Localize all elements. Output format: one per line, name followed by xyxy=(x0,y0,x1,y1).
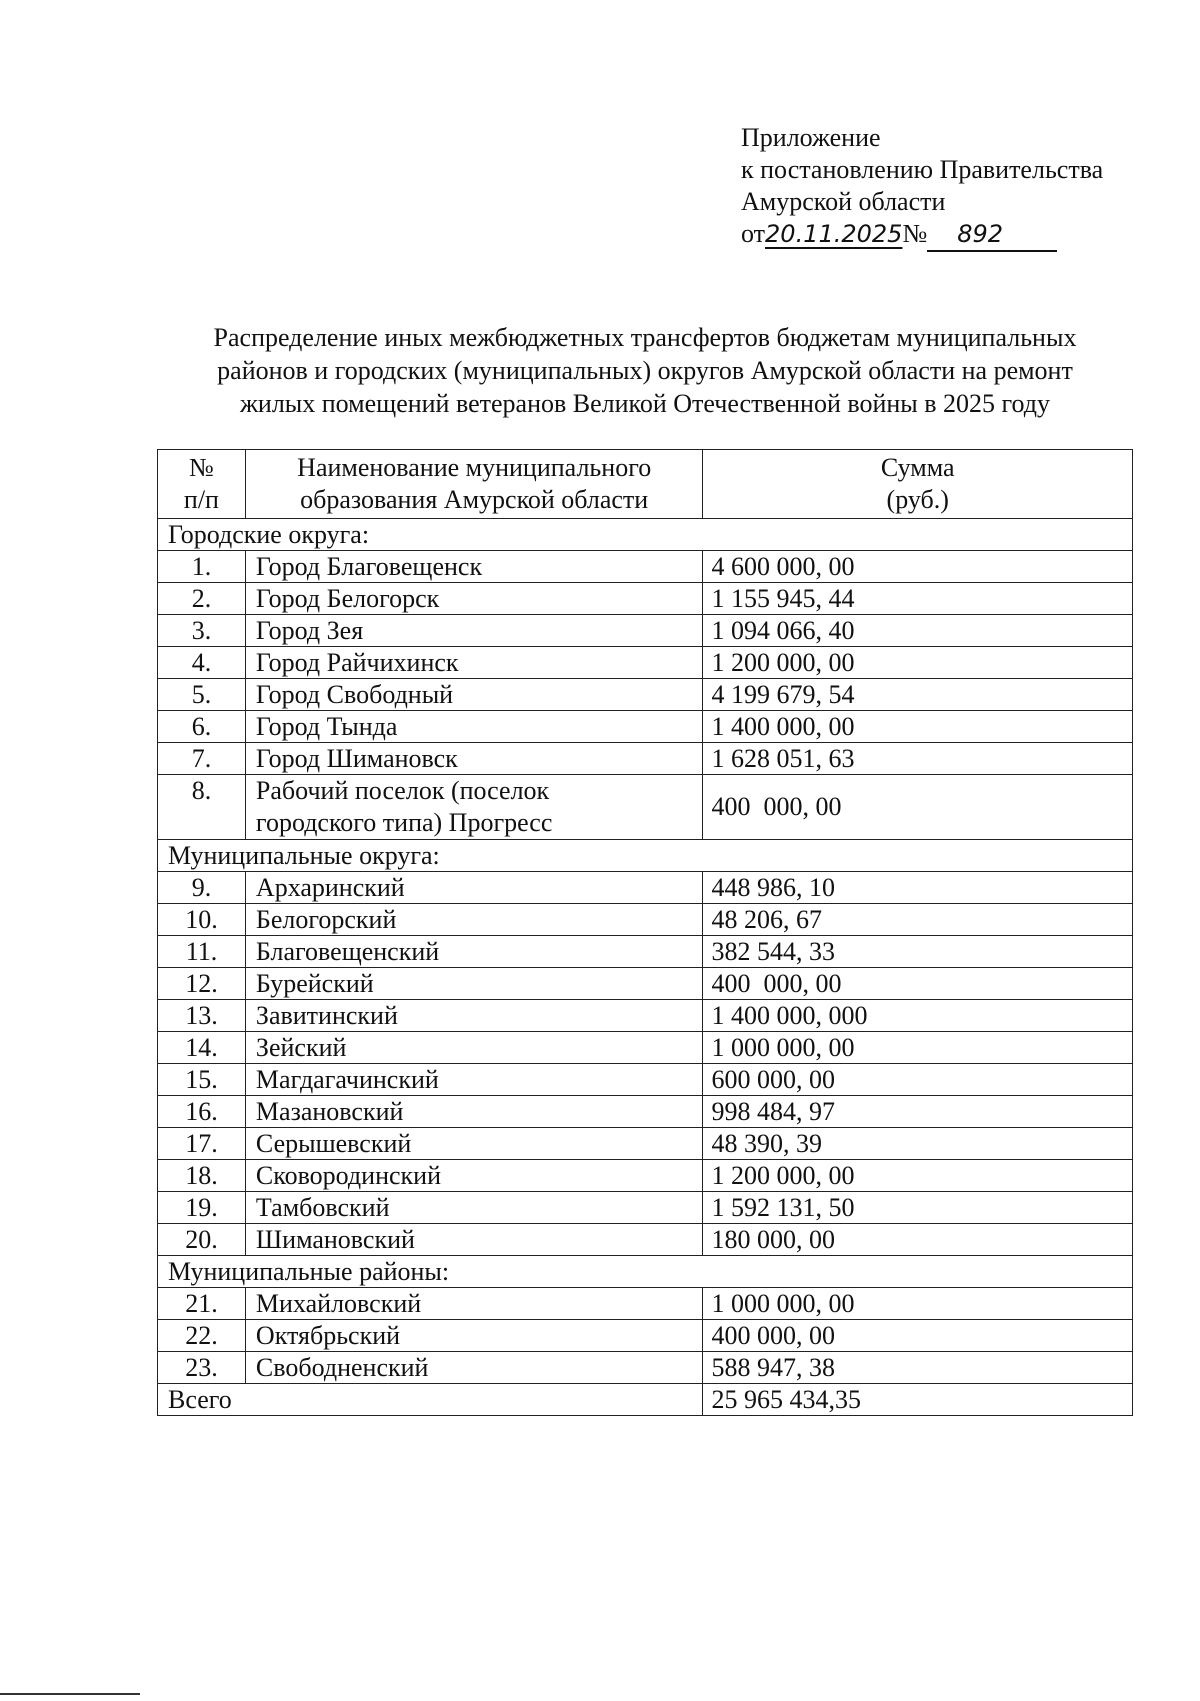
row-name: Тамбовский xyxy=(245,1192,703,1224)
table-row xyxy=(158,968,1133,1000)
row-sum: 1 094 066, 40 xyxy=(703,615,1133,647)
row-number: 21. xyxy=(158,1288,246,1320)
row-number: 12. xyxy=(158,968,246,1000)
table-row xyxy=(158,583,1133,615)
table-row xyxy=(158,1032,1133,1064)
row-number: 7. xyxy=(158,743,246,775)
table-row xyxy=(158,743,1133,775)
row-sum: 1 200 000, 00 xyxy=(703,647,1133,679)
section-row xyxy=(158,519,1133,551)
row-number: 13. xyxy=(158,1000,246,1032)
distribution-table xyxy=(157,449,1133,1416)
row-number: 8. xyxy=(158,775,246,840)
appendix-line-2: к постановлению Правительства xyxy=(741,155,1104,184)
table-row xyxy=(158,615,1133,647)
section-title: Городские округа: xyxy=(158,519,1133,551)
row-sum: 1 200 000, 00 xyxy=(703,1160,1133,1192)
row-name: Благовещенский xyxy=(245,936,703,968)
row-number: 1. xyxy=(158,551,246,583)
row-sum: 1 400 000, 000 xyxy=(703,1000,1133,1032)
row-name: Михайловский xyxy=(245,1288,703,1320)
row-name: Город Райчихинск xyxy=(245,647,703,679)
table-row xyxy=(158,1224,1133,1256)
row-name-line-2: городского типа) Прогресс xyxy=(255,808,553,837)
row-number: 22. xyxy=(158,1320,246,1352)
row-number: 20. xyxy=(158,1224,246,1256)
table-row xyxy=(158,551,1133,583)
row-name xyxy=(245,775,703,840)
document-title xyxy=(150,321,1140,420)
row-sum: 600 000, 00 xyxy=(703,1064,1133,1096)
table-row xyxy=(158,1352,1133,1384)
row-name: Октябрьский xyxy=(245,1320,703,1352)
handwritten-date: 20.11.2025 xyxy=(765,220,903,248)
row-number: 11. xyxy=(158,936,246,968)
row-number: 2. xyxy=(158,583,246,615)
row-sum: 180 000, 00 xyxy=(703,1224,1133,1256)
table-row xyxy=(158,1288,1133,1320)
table-row xyxy=(158,1160,1133,1192)
row-number: 6. xyxy=(158,711,246,743)
appendix-line-3: Амурской области xyxy=(741,187,946,216)
table-row xyxy=(158,711,1133,743)
row-name: Белогорский xyxy=(245,904,703,936)
section-title: Муниципальные районы: xyxy=(158,1256,1133,1288)
row-name-line-1: Рабочий поселок (поселок xyxy=(255,776,550,805)
row-sum: 400 000, 00 xyxy=(703,1320,1133,1352)
row-name: Город Шимановск xyxy=(245,743,703,775)
title-line-3: жилых помещений ветеранов Великой Отечественной войны в 2025 году xyxy=(239,389,1051,418)
row-name: Серышевский xyxy=(245,1128,703,1160)
row-number: 3. xyxy=(158,615,246,647)
row-sum: 4 600 000, 00 xyxy=(703,551,1133,583)
row-number: 15. xyxy=(158,1064,246,1096)
table-row xyxy=(158,647,1133,679)
table-row xyxy=(158,1000,1133,1032)
title-line-2: районов и городских (муниципальных) округов Амурской области на ремонт xyxy=(217,356,1073,385)
appendix-header xyxy=(741,122,1103,252)
row-sum: 48 206, 67 xyxy=(703,904,1133,936)
number-label: № xyxy=(902,219,928,248)
row-number: 14. xyxy=(158,1032,246,1064)
row-number: 5. xyxy=(158,679,246,711)
section-row xyxy=(158,1256,1133,1288)
row-name: Магдагачинский xyxy=(245,1064,703,1096)
row-sum: 1 000 000, 00 xyxy=(703,1288,1133,1320)
total-label: Всего xyxy=(158,1384,703,1416)
total-row xyxy=(158,1384,1133,1416)
row-sum: 588 947, 38 xyxy=(703,1352,1133,1384)
row-name: Свободненский xyxy=(245,1352,703,1384)
row-number: 19. xyxy=(158,1192,246,1224)
table-row xyxy=(158,775,1133,840)
section-row xyxy=(158,840,1133,872)
row-sum: 48 390, 39 xyxy=(703,1128,1133,1160)
row-number: 17. xyxy=(158,1128,246,1160)
header-number: № п/п xyxy=(158,450,246,519)
table-row xyxy=(158,1128,1133,1160)
table-row xyxy=(158,679,1133,711)
row-sum: 382 544, 33 xyxy=(703,936,1133,968)
table-row xyxy=(158,1064,1133,1096)
row-name: Завитинский xyxy=(245,1000,703,1032)
row-sum: 998 484, 97 xyxy=(703,1096,1133,1128)
row-number: 18. xyxy=(158,1160,246,1192)
table-row xyxy=(158,904,1133,936)
section-title: Муниципальные округа: xyxy=(158,840,1133,872)
row-name: Город Тында xyxy=(245,711,703,743)
table-row xyxy=(158,872,1133,904)
row-number: 9. xyxy=(158,872,246,904)
total-sum: 25 965 434,35 xyxy=(703,1384,1133,1416)
header-sum: Сумма (руб.) xyxy=(703,450,1133,519)
table-row xyxy=(158,936,1133,968)
row-name: Сковородинский xyxy=(245,1160,703,1192)
resolution-date-number xyxy=(741,218,1103,252)
table-row xyxy=(158,1096,1133,1128)
title-line-1: Распределение иных межбюджетных трансфертов бюджетам муниципальных xyxy=(213,323,1077,352)
row-name: Мазановский xyxy=(245,1096,703,1128)
row-number: 10. xyxy=(158,904,246,936)
row-name: Бурейский xyxy=(245,968,703,1000)
row-sum: 1 000 000, 00 xyxy=(703,1032,1133,1064)
row-name: Архаринский xyxy=(245,872,703,904)
row-sum: 1 155 945, 44 xyxy=(703,583,1133,615)
row-name: Город Свободный xyxy=(245,679,703,711)
row-sum: 1 592 131, 50 xyxy=(703,1192,1133,1224)
row-sum: 4 199 679, 54 xyxy=(703,679,1133,711)
row-sum: 1 628 051, 63 xyxy=(703,743,1133,775)
header-name: Наименование муниципального образования Амурской области xyxy=(245,450,703,519)
row-name: Шимановский xyxy=(245,1224,703,1256)
table-header-row xyxy=(158,450,1133,519)
row-number: 23. xyxy=(158,1352,246,1384)
table-row xyxy=(158,1320,1133,1352)
row-name: Город Зея xyxy=(245,615,703,647)
table-row xyxy=(158,1192,1133,1224)
row-sum: 1 400 000, 00 xyxy=(703,711,1133,743)
row-sum: 400 000, 00 xyxy=(703,968,1133,1000)
row-name: Город Благовещенск xyxy=(245,551,703,583)
row-number: 4. xyxy=(158,647,246,679)
appendix-line-1: Приложение xyxy=(741,123,881,152)
row-name: Зейский xyxy=(245,1032,703,1064)
row-sum: 448 986, 10 xyxy=(703,872,1133,904)
from-label: от xyxy=(741,219,766,248)
scan-edge-line xyxy=(0,1693,140,1695)
row-name: Город Белогорск xyxy=(245,583,703,615)
handwritten-number: 892 xyxy=(927,218,1057,252)
row-number: 16. xyxy=(158,1096,246,1128)
row-sum: 400 000, 00 xyxy=(703,775,1133,840)
